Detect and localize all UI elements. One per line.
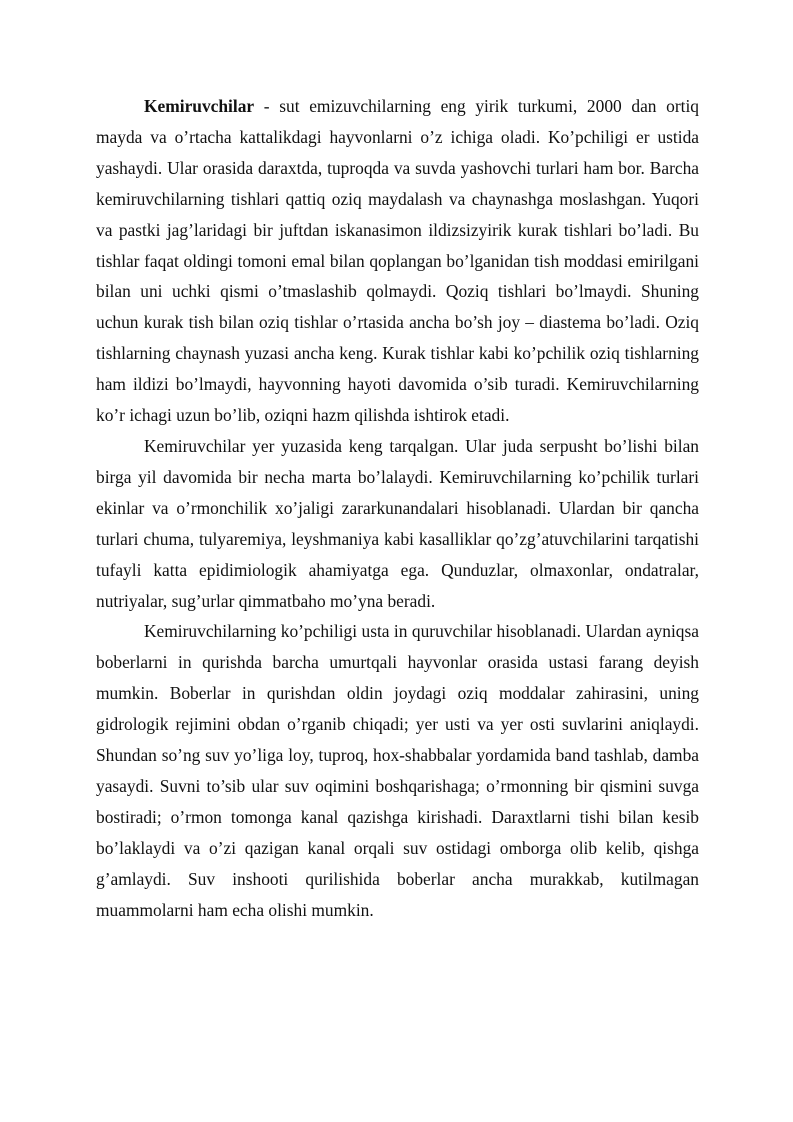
paragraph-text: - sut emizuvchilarning eng yirik turkumi, 2000 dan ortiq mayda va o’rtacha kattalikdagi hayvonlarni o’z ichiga oladi. Ko’pchiligi er ustida yashaydi. Ular orasida daraxtda, tuproqda va suvda yashovchi turlari ham bor. Barcha kemiruvchilarning tishlari qattiq oziq maydalash va chaynashga moslashgan. Yuqori va pastki jag’laridagi bir juftdan iskanasimon ildizsizyirik kurak tishlari bo’ladi. Bu tishlar faqat oldingi tomoni emal bilan qoplangan bo’lganidan tish moddasi emirilgani bilan uni uchki qismi o’tmaslashib qolmaydi. Qoziq tishlari bo’lmaydi. Shuning uchun kurak tish bilan oziq tishlar o’rtasida ancha bo’sh joy – diastema bo’ladi. Oziq tishlarning chaynash yuzasi ancha keng. Kurak tishlar kabi ko’pchilik oziq tishlarning ham ildizi bo’lmaydi, hayvonning hayoti davomida o’sib turadi. Kemiruvchilarning ko’r ichagi uzun bo’lib, oziqni hazm qilishda ishtirok etadi. [96,96,699,426]
paragraph-text: Kemiruvchilar yer yuzasida keng tarqalgan. Ular juda serpusht bo’lishi bilan birga yil davomida bir necha marta bo’lalaydi. Kemiruvchilarning ko’pchilik turlari ekinlar va o’rmonchilik xo’jaligi zararkunandalari hisoblanadi. Ulardan bir qancha turlari chuma, tulyaremiya, leyshmaniya kabi kasalliklar qo’zg’atuvchilarini tarqatishi tufayli katta epidimiologik ahamiyatga ega. Qunduzlar, olmaxonlar, ondatralar, nutriyalar, sug’urlar qimmatbaho mo’yna beradi. [96,435,699,611]
document-page [96,91,699,925]
paragraph-text: Kemiruvchilarning ko’pchiligi usta in quruvchilar hisoblanadi. Ulardan ayniqsa boberlarni in qurishda barcha umurtqali hayvonlar orasida ustasi farang deyish mumkin. Boberlar in qurishdan oldin joydagi oziq moddalar zahirasini, uning gidrologik rejimini obdan o’rganib chiqadi; yer usti va yer osti suvlarini aniqlaydi. Shundan so’ng suv yo’liga loy, tuproq, hox-shabbalar yordamida band tashlab, damba yasaydi. Suvni to’sib ular suv oqimini boshqarishaga; o’rmonning bir qismini suvga bostiradi; o’rmon tomonga kanal qazishga kirishadi. Daraxtlarni tishi bilan kesib bo’laklaydi va o’zi qazigan kanal orqali suv ostidagi omborga olib kelib, qishga g’amlaydi. Suv inshooti qurilishida boberlar ancha murakkab, kutilmagan muammolarni ham echa olishi mumkin. [96,621,699,920]
paragraph-rodent-overview [96,91,699,431]
lead-term: Kemiruvchilar [144,96,255,116]
paragraph-distribution [96,431,699,616]
paragraph-beavers [96,616,699,925]
